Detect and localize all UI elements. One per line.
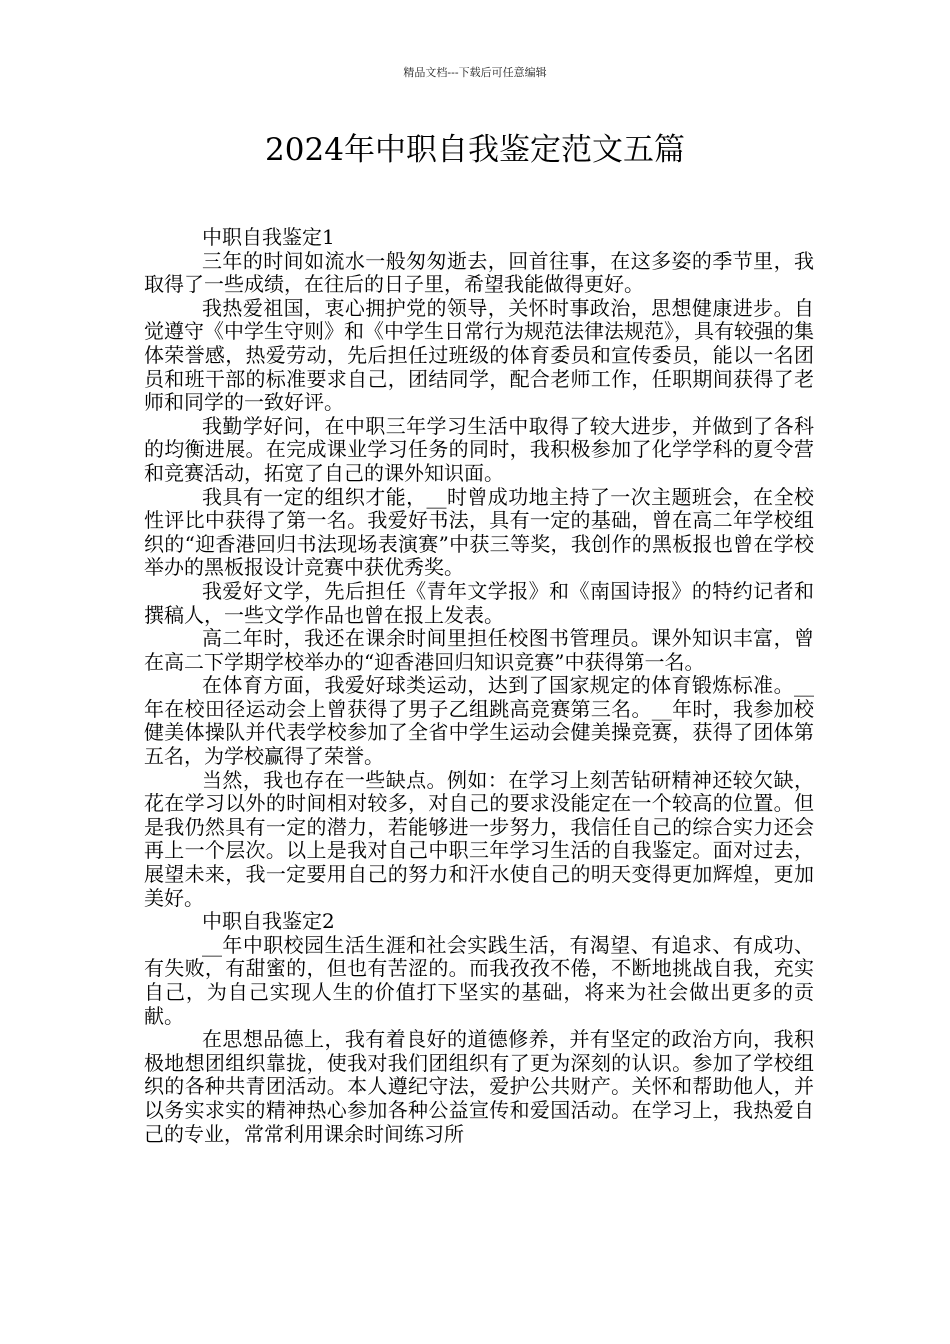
- paragraph: 当然，我也存在一些缺点。例如：在学习上刻苦钻研精神还较欠缺，花在学习以外的时间相对较多，对自己的要求没能定在一个较高的位置。但是我仍然具有一定的潜力，若能够进一步努力，我信任自己的综合实力还会再上一个层次。以上是我对自己中职三年学习生活的自我鉴定。面对过去，展望未来，我一定要用自己的努力和汗水使自己的明天变得更加辉煌，更加美好。: [144, 767, 814, 910]
- paragraph: __年中职校园生活生涯和社会实践生活，有渴望、有追求、有成功、有失败，有甜蜜的，但也有苦涩的。而我孜孜不倦，不断地挑战自我，充实自己，为自己实现人生的价值打下坚实的基础，将来为社会做出更多的贡献。: [144, 932, 814, 1028]
- paragraph: 我爱好文学，先后担任《青年文学报》和《南国诗报》的特约记者和撰稿人，一些文学作品也曾在报上发表。: [144, 578, 814, 627]
- paragraph: 高二年时，我还在课余时间里担任校图书管理员。课外知识丰富，曾在高二下学期学校举办的“迎香港回归知识竞赛”中获得第一名。: [144, 626, 814, 674]
- section-heading: 中职自我鉴定1: [202, 225, 335, 249]
- paragraph: 三年的时间如流水一般匆匆逝去，回首往事，在这多姿的季节里，我取得了一些成绩，在往后的日子里，希望我能做得更好。: [144, 248, 814, 297]
- paragraph: 我具有一定的组织才能，__时曾成功地主持了一次主题班会，在全校性评比中获得了第一名。我爱好书法，具有一定的基础，曾在高二年学校组织的“迎香港回归书法现场表演赛”中获三等奖，我创作的黑板报也曾在学校举办的黑板报设计竞赛中获优秀奖。: [144, 484, 814, 580]
- section-heading: 中职自我鉴定2: [202, 909, 335, 934]
- document-body: [144, 226, 814, 1146]
- paragraph: 在体育方面，我爱好球类运动，达到了国家规定的体育锻炼标准。__年在校田径运动会上曾获得了男子乙组跳高竞赛第三名。__年时，我参加校健美体操队并代表学校参加了全省中学生运动会健美操竞赛，获得了团体第五名，为学校赢得了荣誉。: [144, 673, 814, 769]
- paragraph: 我热爱祖国，衷心拥护党的领导，关怀时事政治，思想健康进步。自觉遵守《中学生守则》和《中学生日常行为规范法律法规范》，具有较强的集体荣誉感，热爱劳动，先后担任过班级的体育委员和宣传委员，能以一名团员和班干部的标准要求自己，团结同学，配合老师工作，任职期间获得了老师和同学的一致好评。: [144, 295, 814, 415]
- document-title: 2024年中职自我鉴定范文五篇: [265, 132, 685, 168]
- paragraph: 我勤学好问，在中职三年学习生活中取得了较大进步，并做到了各科的均衡进展。在完成课业学习任务的同时，我积极参加了化学学科的夏令营和竞赛活动，拓宽了自己的课外知识面。: [144, 413, 814, 485]
- header-note: 精品文档---下载后可任意编辑: [403, 66, 547, 79]
- paragraph: 在思想品德上，我有着良好的道德修养，并有坚定的政治方向，我积极地想团组织靠拢，使我对我们团组织有了更为深刻的认识。参加了学校组织的各种共青团活动。本人遵纪守法，爱护公共财产。关怀和帮助他人，并以务实求实的精神热心参加各种公益宣传和爱国活动。在学习上，我热爱自己的专业，常常利用课余时间练习所: [144, 1027, 814, 1146]
